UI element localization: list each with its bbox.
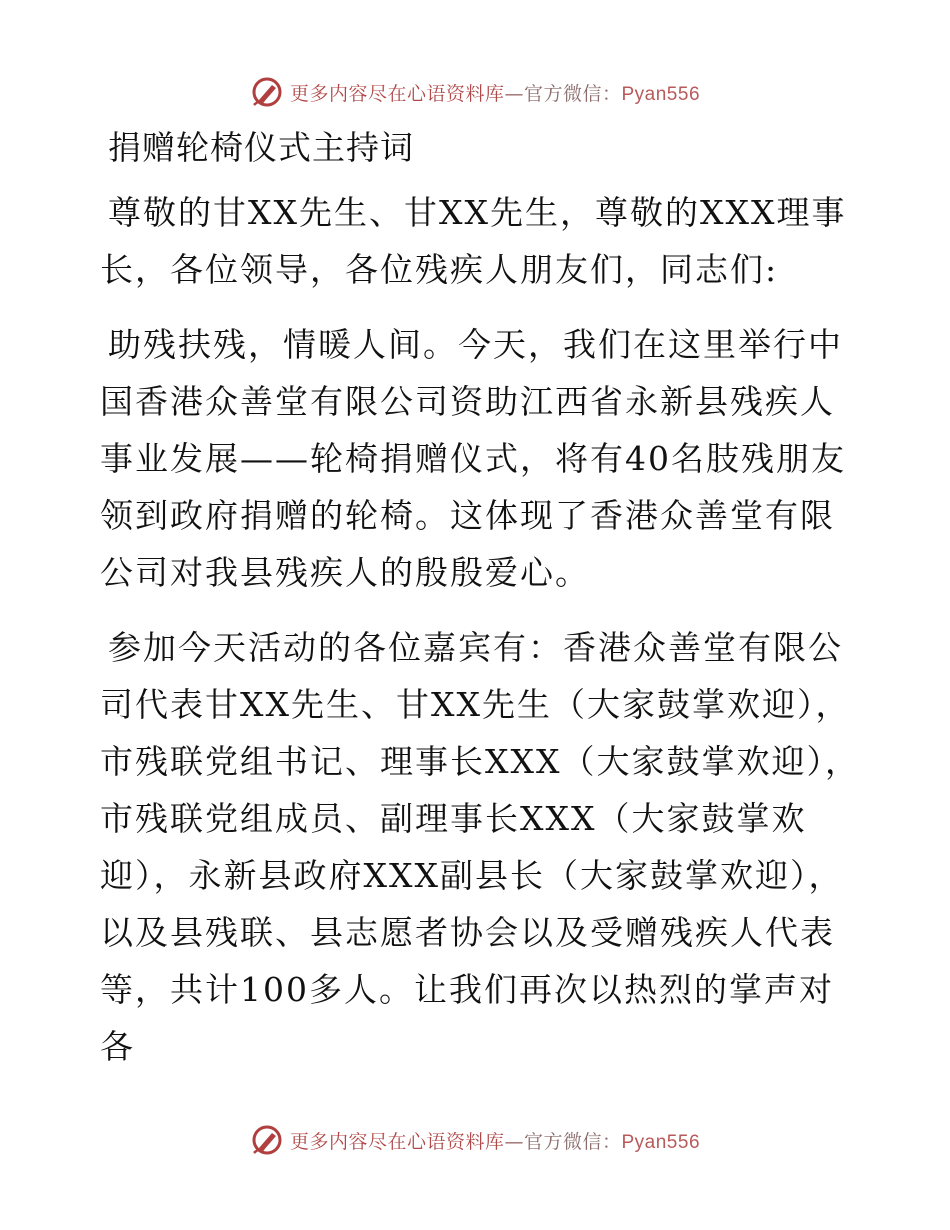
paragraph-greeting: 尊敬的甘XX先生、甘XX先生，尊敬的XXX理事长，各位领导，各位残疾人朋友们，同志们: [100, 193, 847, 289]
paragraph-guests: 参加今天活动的各位嘉宾有：香港众善堂有限公司代表甘XX先生、甘XX先生（大家鼓掌欢迎），市残联党组书记、理事长XXX（大家鼓掌欢迎），市残联党组成员、副理事长XXX（大家鼓掌欢迎），永新县政府XXX副县长（大家鼓掌欢迎），以及县残联、县志愿者协会以及受赠残疾人代表等，共计100多人。让我们再次以热烈的掌声对各 [100, 628, 860, 1066]
watermark-wechat-id: Pyan556 [621, 83, 701, 105]
pen-logo-icon [250, 75, 284, 109]
watermark-text [290, 79, 700, 106]
document-title: 捐赠轮椅仪式主持词 [108, 128, 414, 167]
watermark-wechat-label: 官方微信： [523, 1130, 622, 1153]
paragraph-introduction: 助残扶残，情暖人间。今天，我们在这里举行中国香港众善堂有限公司资助江西省永新县残疾人事业发展——轮椅捐赠仪式，将有40名肢残朋友领到政府捐赠的轮椅。这体现了香港众善堂有限公司对我县残疾人的殷殷爱心。 [100, 325, 846, 592]
watermark-brand: 更多内容尽在心语资料库 [289, 1130, 505, 1153]
watermark-separator: — [504, 82, 524, 105]
document-body [100, 118, 860, 1093]
watermark-separator: — [504, 1130, 524, 1153]
watermark-wechat-label: 官方微信： [523, 82, 622, 105]
watermark-text [290, 1127, 700, 1154]
footer-watermark [0, 1118, 950, 1162]
watermark-wechat-id: Pyan556 [621, 1131, 701, 1153]
watermark-brand: 更多内容尽在心语资料库 [289, 82, 505, 105]
header-watermark [0, 70, 950, 114]
pen-logo-icon [250, 1123, 284, 1157]
